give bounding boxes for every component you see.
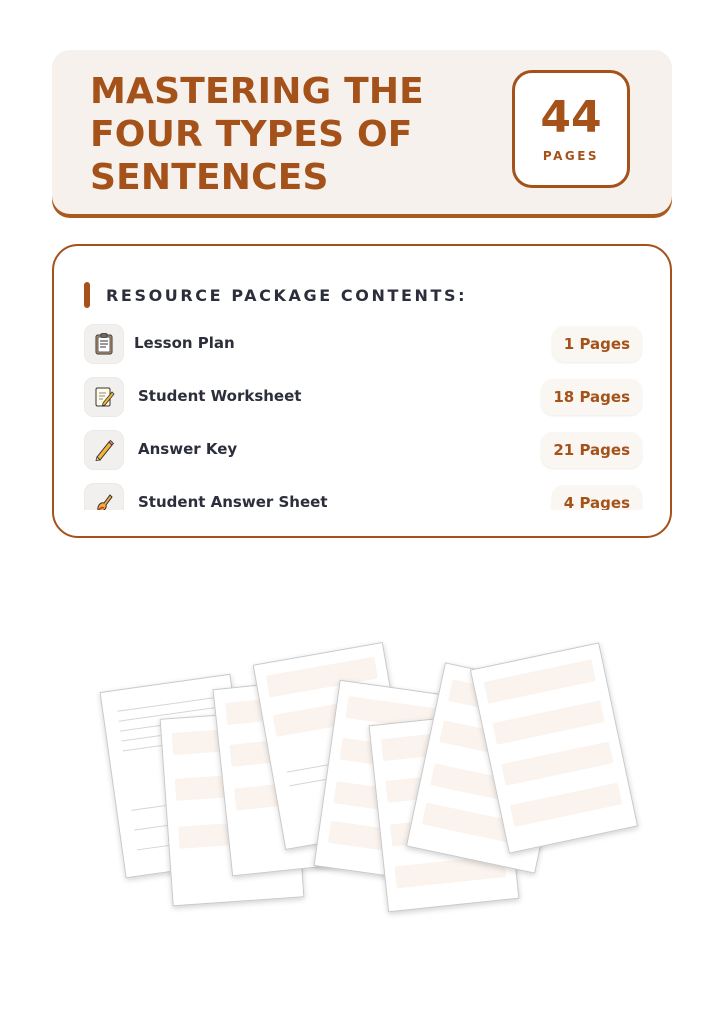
page-count-badge bbox=[512, 70, 630, 188]
clipboard-icon bbox=[84, 324, 124, 364]
contents-card bbox=[52, 244, 672, 538]
page-count-number: 44 bbox=[540, 92, 602, 143]
list-item-lesson-plan bbox=[82, 324, 642, 368]
list-item-answer-key bbox=[82, 430, 642, 474]
writing-hand-icon bbox=[84, 483, 124, 510]
item-label: Student Answer Sheet bbox=[138, 493, 328, 510]
contents-heading bbox=[84, 280, 467, 310]
pencil-icon bbox=[84, 430, 124, 470]
item-label: Lesson Plan bbox=[134, 334, 235, 352]
item-page-count: 1 Pages bbox=[552, 326, 642, 362]
list-item-student-answer-sheet bbox=[82, 483, 642, 510]
worksheet-preview-collage bbox=[0, 620, 724, 940]
contents-heading-text: RESOURCE PACKAGE CONTENTS: bbox=[106, 285, 468, 305]
header-card bbox=[52, 50, 672, 214]
page-count-label: PAGES bbox=[542, 149, 600, 163]
item-page-count: 21 Pages bbox=[541, 432, 642, 468]
memo-icon bbox=[84, 377, 124, 417]
title-line-2: FOUR TYPES OF bbox=[90, 114, 413, 155]
page-title bbox=[90, 70, 490, 199]
list-item-student-worksheet bbox=[82, 377, 642, 421]
contents-list[interactable] bbox=[54, 316, 670, 510]
title-line-1: MASTERING THE bbox=[90, 71, 424, 112]
item-label: Student Worksheet bbox=[138, 387, 302, 405]
item-label: Answer Key bbox=[138, 440, 238, 458]
title-line-3: SENTENCES bbox=[90, 157, 329, 198]
item-page-count: 4 Pages bbox=[552, 485, 642, 510]
heading-accent-bar bbox=[84, 282, 90, 308]
item-page-count: 18 Pages bbox=[541, 379, 642, 415]
